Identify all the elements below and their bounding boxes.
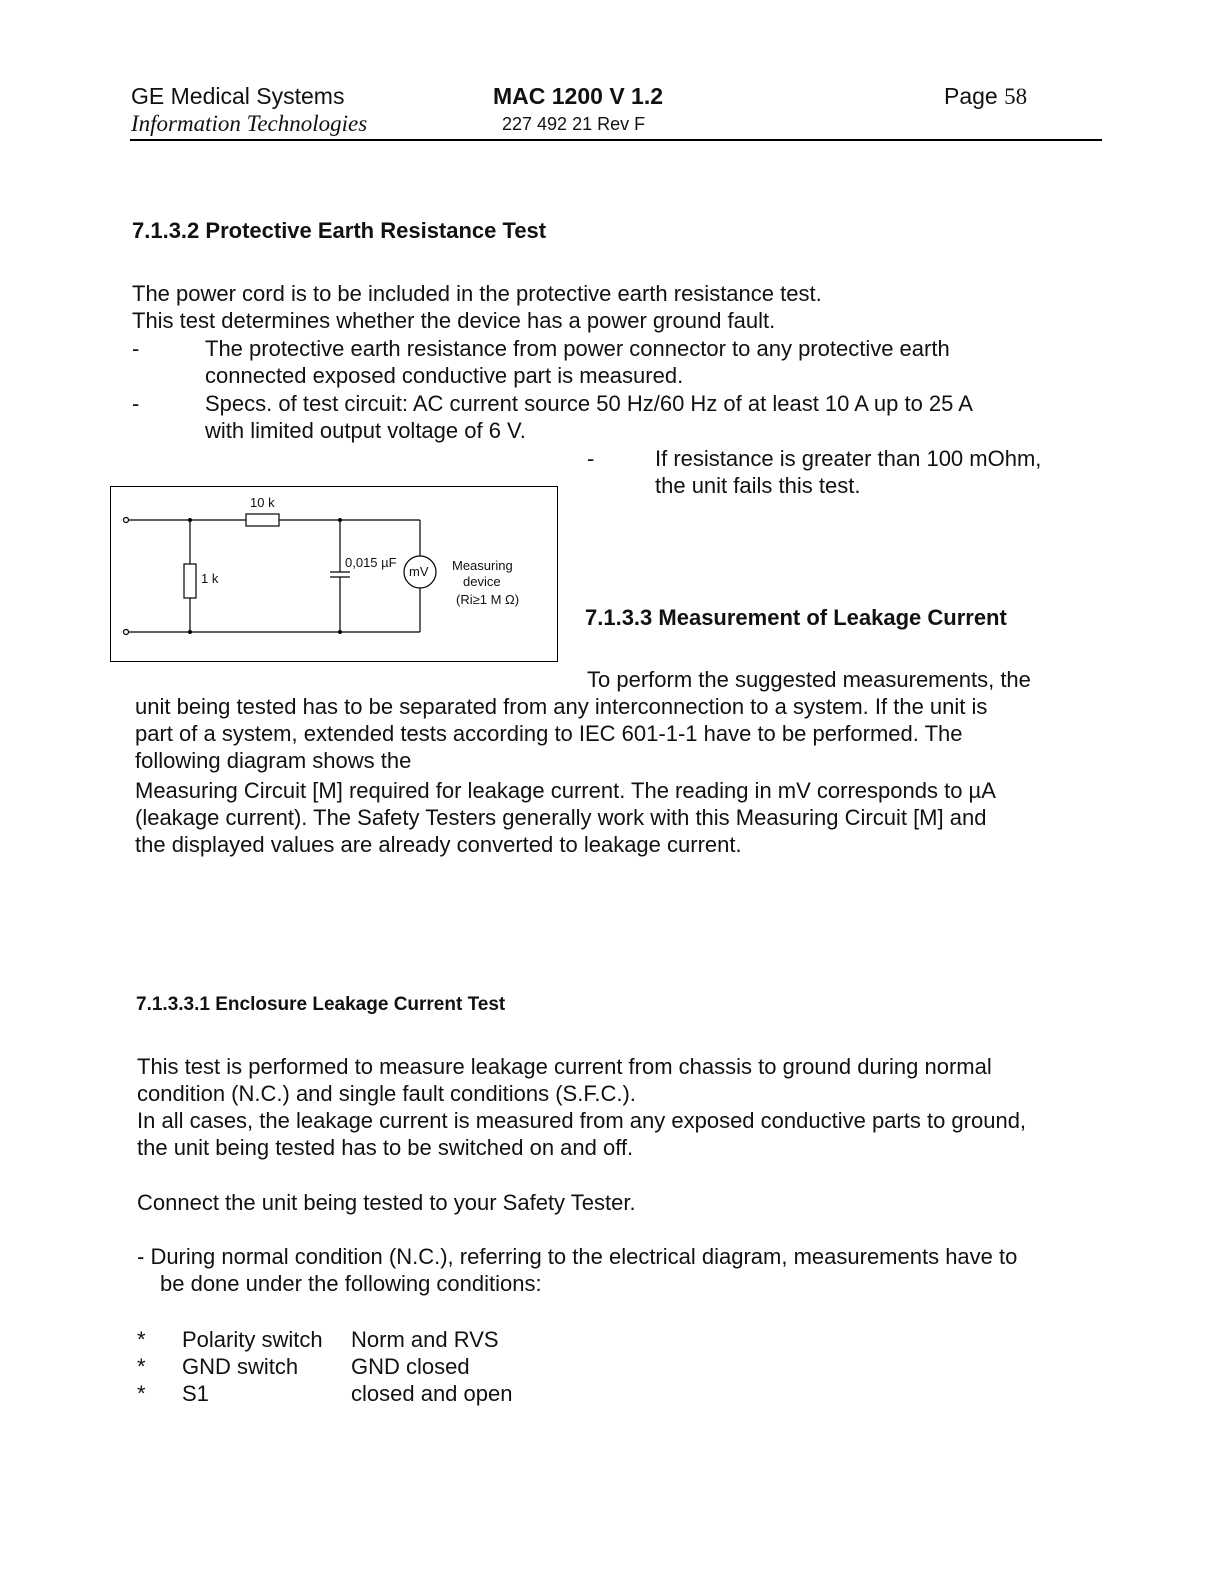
company-name: GE Medical Systems xyxy=(131,83,345,109)
bullet-text: If resistance is greater than 100 mOhm, xyxy=(655,446,1042,471)
page-indicator xyxy=(944,82,1027,111)
paragraph-line: unit being tested has to be separated from any interconnection to a system. If the unit is xyxy=(135,694,988,719)
division-name: Information Technologies xyxy=(131,111,368,136)
terminal-bottom-icon xyxy=(123,629,128,634)
label-1k: 1 k xyxy=(201,571,219,586)
junction-dot xyxy=(188,518,192,522)
condition-name: Polarity switch xyxy=(182,1327,323,1352)
condition-name: GND switch xyxy=(182,1354,299,1379)
condition-bullet: * xyxy=(137,1381,146,1406)
list-item-text: - During normal condition (N.C.), referring to the electrical diagram, measurements have to xyxy=(137,1244,1018,1269)
paragraph-line: In all cases, the leakage current is measured from any exposed conductive parts to ground, xyxy=(137,1108,1027,1133)
paragraph-line: Measuring Circuit [M] required for leakage current. The reading in mV corresponds to µA xyxy=(135,778,996,803)
bullet-dash: - xyxy=(587,446,595,471)
paragraph-line: part of a system, extended tests according to IEC 601-1-1 have to be performed. The xyxy=(135,721,963,746)
paragraph-line: following diagram shows the xyxy=(135,748,412,773)
junction-dot xyxy=(338,518,342,522)
paragraph-line: This test determines whether the device has a power ground fault. xyxy=(132,308,776,333)
label-mv: mV xyxy=(409,564,429,579)
paragraph-line: condition (N.C.) and single fault conditions (S.F.C.). xyxy=(137,1081,636,1106)
label-ri: (Ri≥1 M Ω) xyxy=(456,592,520,607)
paragraph-line: Connect the unit being tested to your Safety Tester. xyxy=(137,1190,636,1215)
page-number: 58 xyxy=(1004,84,1028,109)
page-label: Page xyxy=(944,83,998,109)
product-title: MAC 1200 V 1.2 xyxy=(493,83,664,109)
section-heading-71331: 7.1.3.3.1 Enclosure Leakage Current Test xyxy=(136,994,506,1015)
section-heading-7132: 7.1.3.2 Protective Earth Resistance Test xyxy=(132,218,547,243)
bullet-text: connected exposed conductive part is measured. xyxy=(205,363,684,388)
label-capacitor: 0,015 µF xyxy=(345,555,397,570)
resistor-10k-icon xyxy=(246,514,279,526)
junction-dot xyxy=(338,630,342,634)
condition-value: GND closed xyxy=(351,1354,470,1379)
bullet-text: with limited output voltage of 6 V. xyxy=(205,418,526,443)
condition-value: Norm and RVS xyxy=(351,1327,499,1352)
paragraph-line: the displayed values are already converted to leakage current. xyxy=(135,832,742,857)
label-10k: 10 k xyxy=(250,495,275,510)
condition-bullet: * xyxy=(137,1354,146,1379)
header-rule xyxy=(130,139,1102,141)
bullet-dash: - xyxy=(132,336,140,361)
condition-name: S1 xyxy=(182,1381,209,1406)
bullet-dash: - xyxy=(132,391,140,416)
condition-bullet: * xyxy=(137,1327,146,1352)
paragraph-line: To perform the suggested measurements, the xyxy=(587,667,1031,692)
bullet-text: the unit fails this test. xyxy=(655,473,861,498)
label-device: device xyxy=(463,574,501,589)
document-number: 227 492 21 Rev F xyxy=(502,114,646,134)
label-measuring: Measuring xyxy=(452,558,513,573)
bullet-text: The protective earth resistance from power connector to any protective earth xyxy=(205,336,950,361)
resistor-1k-icon xyxy=(184,564,196,598)
measuring-circuit-diagram xyxy=(110,486,558,662)
bullet-text: Specs. of test circuit: AC current source 50 Hz/60 Hz of at least 10 A up to 25 A xyxy=(205,391,973,416)
paragraph-line: The power cord is to be included in the protective earth resistance test. xyxy=(132,281,822,306)
list-item-text: be done under the following conditions: xyxy=(160,1271,542,1296)
condition-value: closed and open xyxy=(351,1381,513,1406)
paragraph-line: the unit being tested has to be switched on and off. xyxy=(137,1135,634,1160)
section-heading-7133: 7.1.3.3 Measurement of Leakage Current xyxy=(585,605,1007,630)
paragraph-line: (leakage current). The Safety Testers generally work with this Measuring Circuit [M] and xyxy=(135,805,987,830)
terminal-top-icon xyxy=(123,517,128,522)
junction-dot xyxy=(188,630,192,634)
paragraph-line: This test is performed to measure leakage current from chassis to ground during normal xyxy=(137,1054,992,1079)
